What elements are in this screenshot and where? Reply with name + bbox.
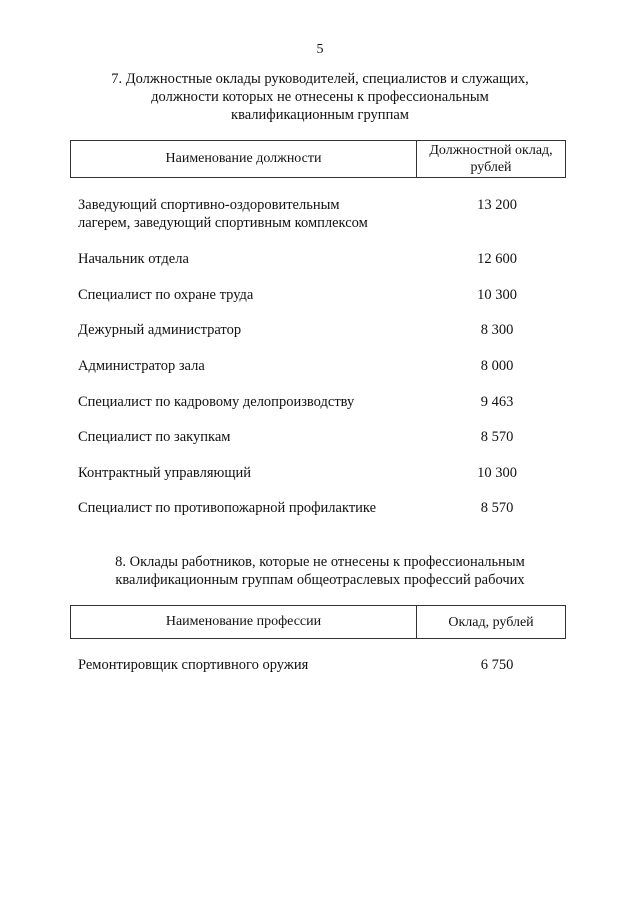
position-name-line: Администратор зала [78, 358, 205, 374]
position-name [78, 321, 418, 339]
profession-name: Ремонтировщик спортивного оружия [78, 657, 309, 673]
salary-header: Оклад, рублей [448, 614, 534, 630]
position-name-line: Дежурный администратор [78, 322, 242, 338]
section-7-title-line: квалификационным группам [231, 107, 409, 123]
salary-value: 10 300 [477, 465, 517, 481]
position-name [78, 428, 418, 446]
section-7-title-line: 7. Должностные оклады руководителей, специалистов и служащих, [111, 71, 529, 87]
position-name [78, 393, 418, 411]
salary-value: 8 570 [480, 429, 514, 445]
section-7-title [70, 70, 570, 124]
position-name [78, 196, 418, 232]
position-name-line: Специалист по охране труда [78, 287, 254, 303]
section-8-title-line: квалификационным группам общеотраслевых профессий рабочих [115, 572, 525, 588]
position-name-header: Наименование должности [71, 141, 417, 177]
position-name-line: Заведующий спортивно-оздоровительным [78, 197, 340, 213]
salary-value: 8 300 [480, 322, 514, 338]
salary-value: 6 750 [480, 657, 514, 673]
section-7-title-line: должности которых не отнесены к профессиональным [151, 89, 489, 105]
salary-value: 13 200 [477, 197, 517, 213]
position-name [78, 499, 418, 517]
position-name-line: Специалист по закупкам [78, 429, 231, 445]
section-8-title [70, 553, 570, 589]
salary-header [417, 141, 565, 177]
position-name [78, 250, 418, 268]
position-name-line: Специалист по кадровому делопроизводству [78, 394, 355, 410]
salary-value: 10 300 [477, 287, 517, 303]
section-8-title-line: 8. Оклады работников, которые не отнесены к профессиональным [115, 554, 525, 570]
position-name [78, 286, 418, 304]
salary-value: 12 600 [477, 251, 517, 267]
section-7-table-header [70, 140, 566, 178]
position-name [78, 357, 418, 375]
position-name-line: Специалист по противопожарной профилактике [78, 500, 377, 516]
salary-value: 9 463 [480, 394, 514, 410]
position-name-line: лагерем, заведующий спортивным комплексом [78, 215, 368, 231]
section-8-table-header [70, 605, 566, 639]
position-name-line: Контрактный управляющий [78, 465, 252, 481]
page-number: 5 [316, 42, 324, 57]
profession-name-header: Наименование профессии [71, 606, 417, 638]
salary-header-line: рублей [470, 160, 512, 175]
position-name [78, 464, 418, 482]
salary-value: 8 570 [480, 500, 514, 516]
position-name-line: Начальник отдела [78, 251, 189, 267]
salary-value: 8 000 [480, 358, 514, 374]
salary-header-line: Должностной оклад, [429, 143, 553, 158]
